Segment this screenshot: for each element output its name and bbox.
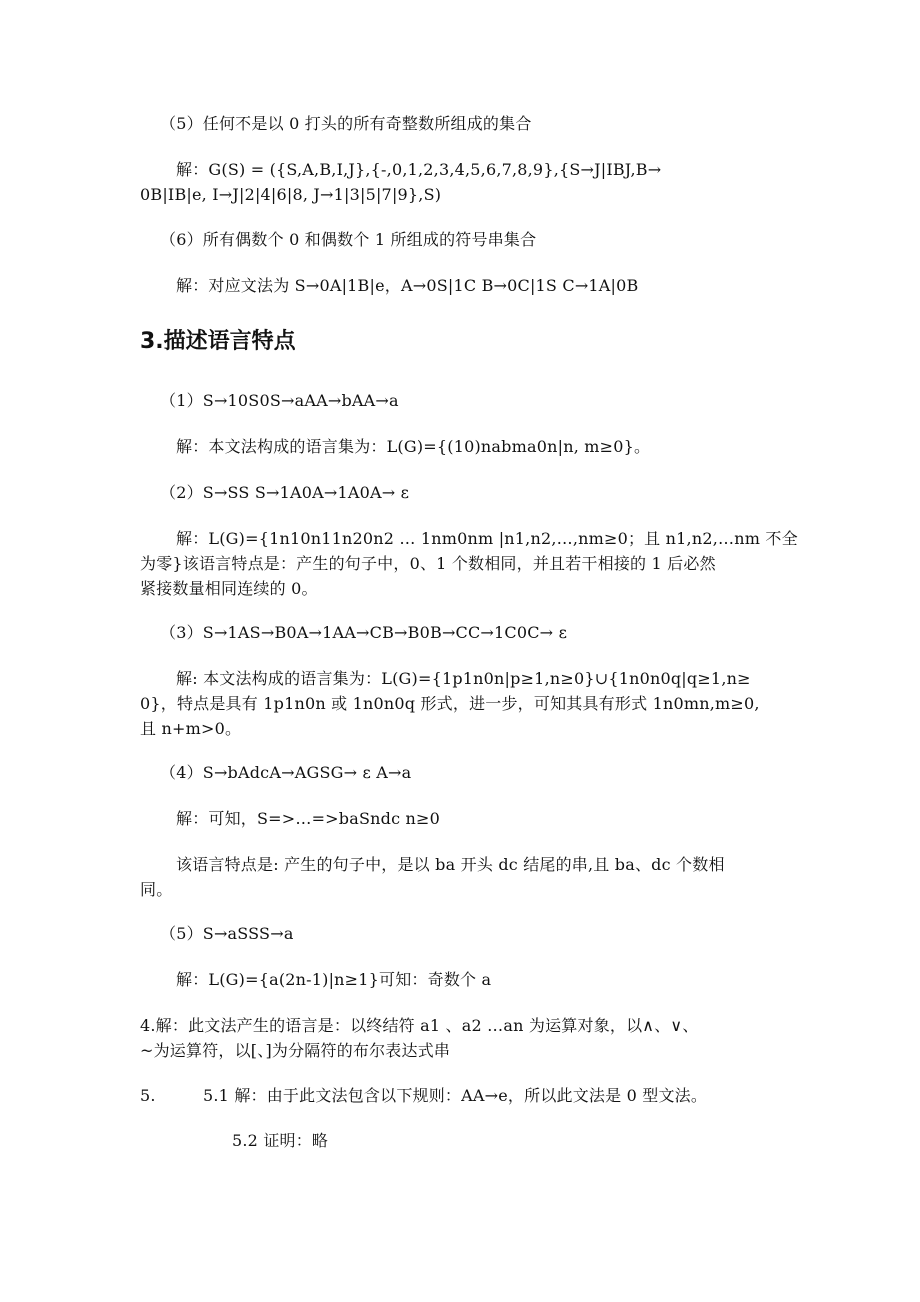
question-5-2-proof: 5.2 证明：略 [232, 1131, 329, 1150]
grammar-3-solution-line-1: 解: 本文法构成的语言集为：L(G)={1p1n0n|p≥1,n≥0}∪{1n0n0q|q≥1,n≥ [176, 669, 751, 688]
grammar-5-solution: 解：L(G)={a(2n-1)|n≥1}可知：奇数个 a [176, 970, 492, 989]
grammar-4-feature-line-1: 该语言特点是: 产生的句子中，是以 ba 开头 dc 结尾的串,且 ba、dc 个数相 [176, 855, 725, 874]
item-5-solution-line-1: 解：G(S) = ({S,A,B,I,J},{-,0,1,2,3,4,5,6,7,8,9},{S→J|IBJ,B→ [176, 160, 662, 179]
grammar-2: （2）S→SS S→1A0A→1A0A→ ε [160, 483, 410, 502]
grammar-1: （1）S→10S0S→aAA→bAA→a [160, 391, 399, 410]
grammar-4-feature-line-2: 同。 [140, 880, 173, 899]
item-6-solution: 解：对应文法为 S→0A|1B|e，A→0S|1C B→0C|1S C→1A|0B [176, 276, 639, 295]
grammar-3-solution-line-3: 且 n+m>0。 [140, 719, 242, 738]
grammar-4: （4）S→bAdcA→AGSG→ ε A→a [160, 763, 412, 782]
grammar-3: （3）S→1AS→B0A→1AA→CB→B0B→CC→1C0C→ ε [160, 623, 568, 642]
item-5-solution-line-2: 0B|IB|e, I→J|2|4|6|8, J→1|3|5|7|9},S) [140, 185, 442, 204]
question-5-1-solution: 5.1 解：由于此文法包含以下规则：AA→e，所以此文法是 0 型文法。 [203, 1086, 708, 1105]
grammar-3-solution-line-2: 0}，特点是具有 1p1n0n 或 1n0n0q 形式，进一步，可知其具有形式 1n0mn,m≥0, [140, 694, 760, 713]
item-5-question: （5）任何不是以 0 打头的所有奇整数所组成的集合 [160, 114, 532, 133]
grammar-2-solution-line-3: 紧接数量相同连续的 0。 [140, 579, 318, 598]
question-4-line-1: 4.解：此文法产生的语言是：以终结符 a1 、a2 …an 为运算对象，以∧、∨、 [140, 1016, 699, 1035]
grammar-5: （5）S→aSSS→a [160, 924, 294, 943]
question-4-line-2: ~为运算符，以[、]为分隔符的布尔表达式串 [140, 1041, 451, 1060]
item-6-question: （6）所有偶数个 0 和偶数个 1 所组成的符号串集合 [160, 230, 537, 249]
grammar-2-solution-line-1: 解：L(G)={1n10n11n20n2 … 1nm0nm |n1,n2,…,nm≥0；且 n1,n2,…nm 不全 [176, 529, 798, 548]
question-5-number: 5. [140, 1086, 156, 1105]
section-heading: 3.描述语言特点 [140, 329, 296, 354]
grammar-2-solution-line-2: 为零}该语言特点是：产生的句子中，0、1 个数相同，并且若干相接的 1 后必然 [140, 554, 716, 573]
grammar-1-solution: 解：本文法构成的语言集为：L(G)={(10)nabma0n|n, m≥0}。 [176, 437, 651, 456]
grammar-4-solution: 解：可知，S=>…=>baSndc n≥0 [176, 809, 441, 828]
